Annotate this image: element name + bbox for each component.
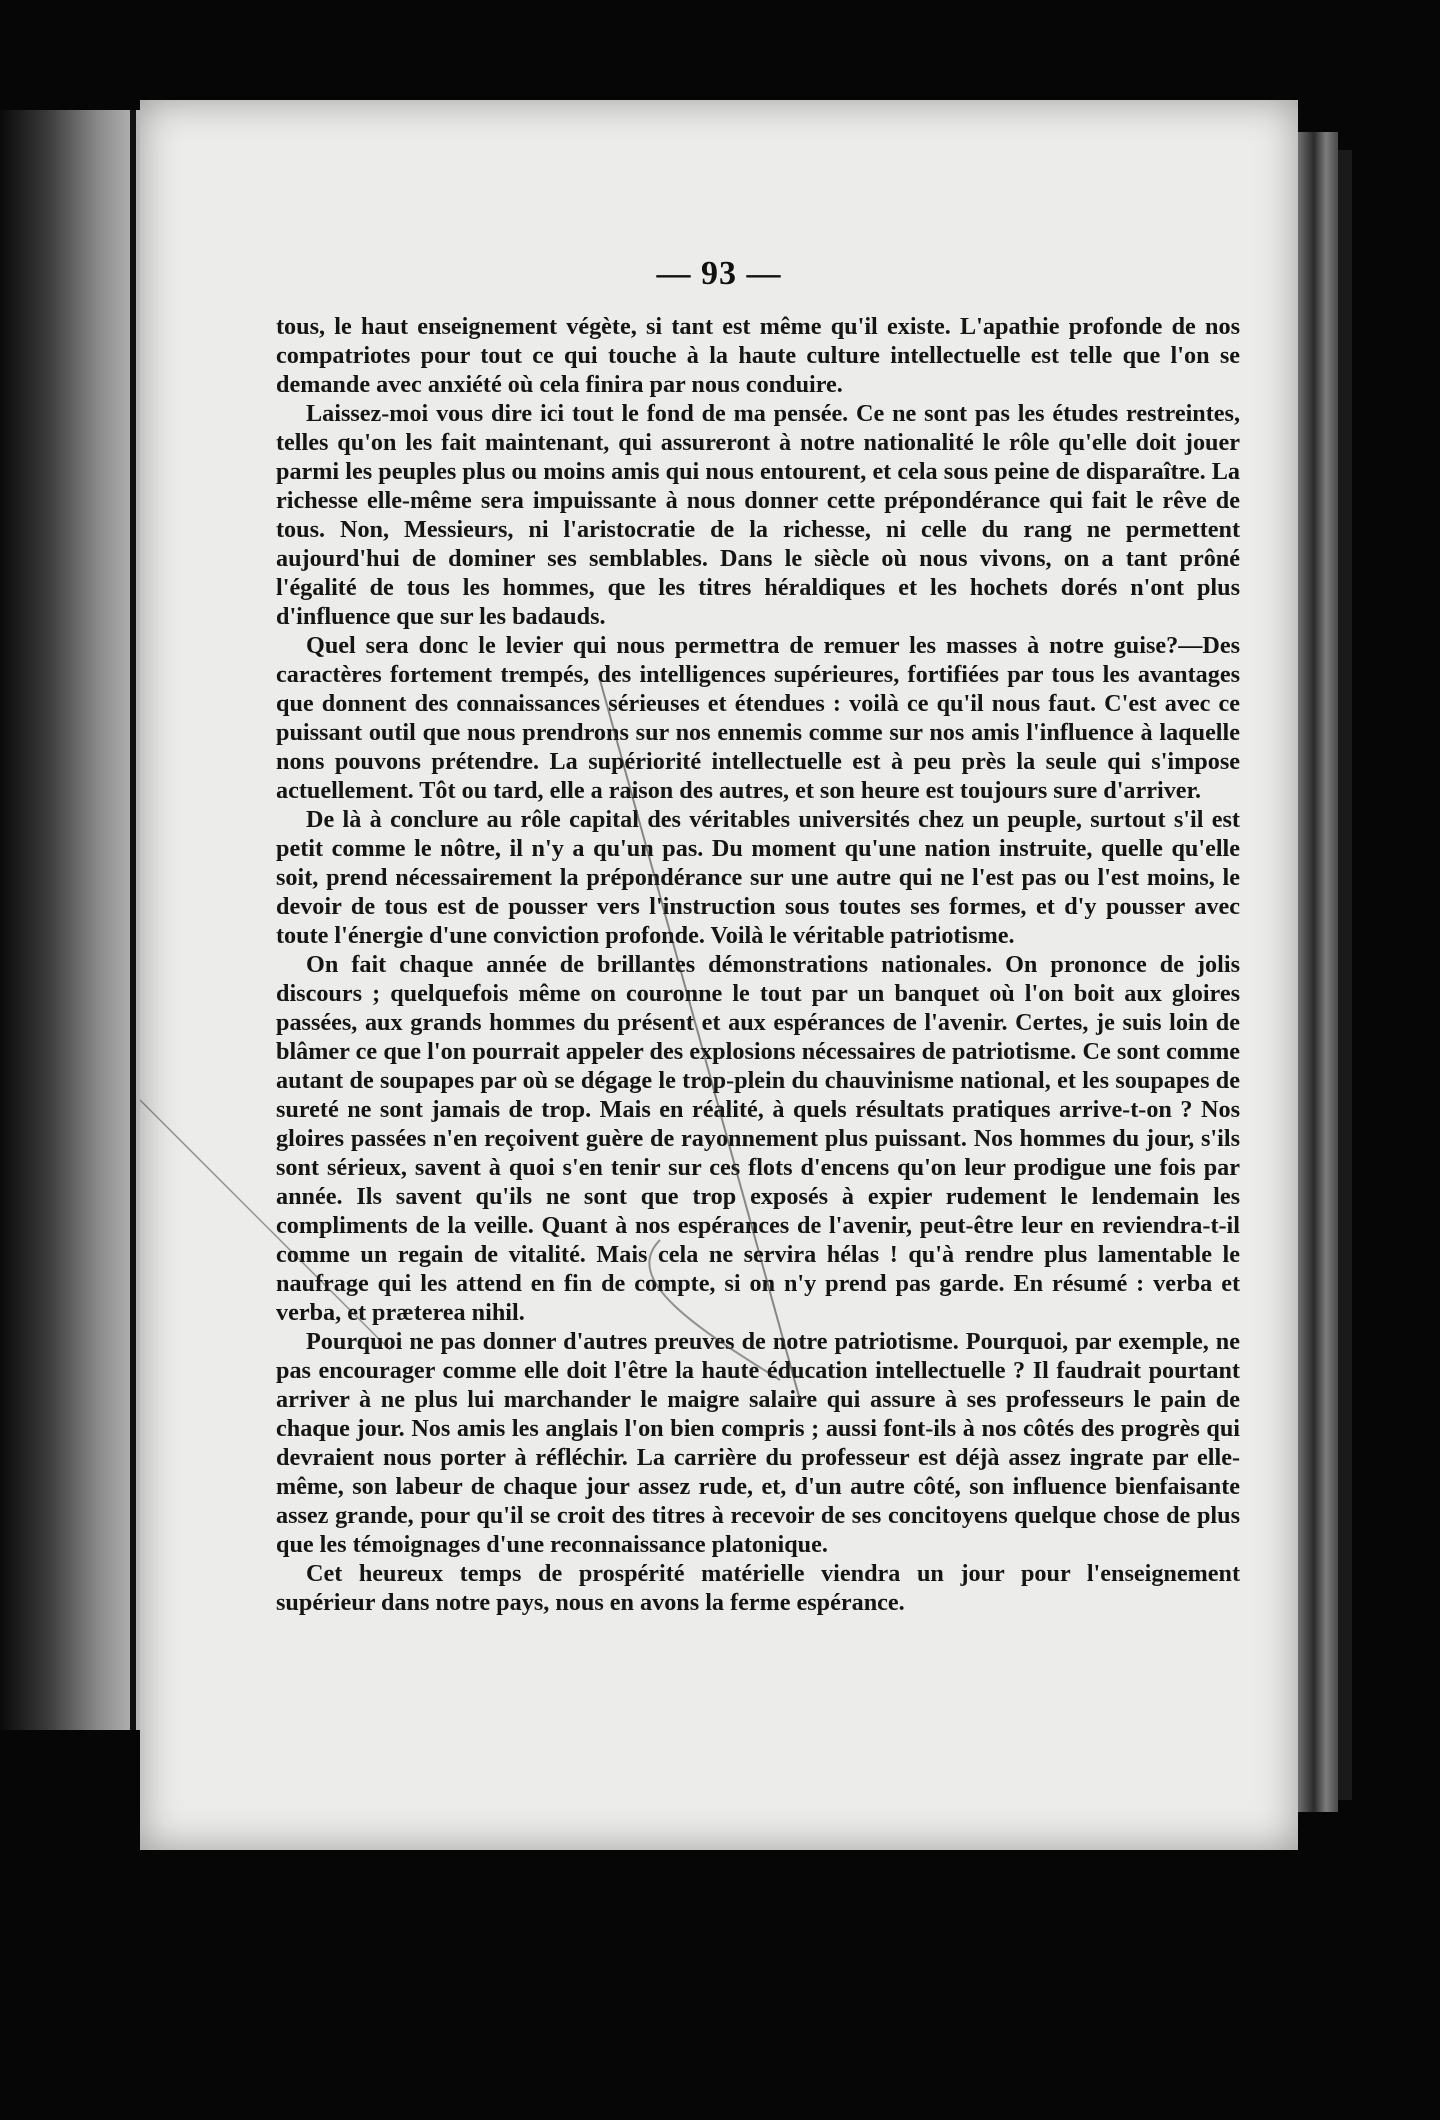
page-number: — 93 — — [656, 255, 782, 292]
paragraph: Laissez-moi vous dire ici tout le fond de ma pensée. Ce ne sont pas les études restreintes, telles qu'on les fait maintenant, qui assureront à notre nationalité le rôle qu'elle doit jouer parmi les peuples plus ou moins amis qui nous entourent, et cela sous peine de disparaître. La richesse elle-même sera impuissante à nous donner cette prépondérance qui fait le rêve de tous. Non, Messieurs, ni l'aristocratie de la richesse, ni celle du rang ne permettent aujourd'hui de dominer ses semblables. Dans le siècle où nous vivons, on a tant prôné l'égalité de tous les hommes, que les titres héraldiques et les hochets dorés n'ont plus d'influence que sur les badauds. — [276, 400, 1240, 630]
binding-shadow — [130, 110, 136, 1730]
book-page — [140, 100, 1298, 1850]
paragraph: tous, le haut enseignement végète, si tant est même qu'il existe. L'apathie profonde de nos compatriotes pour tout ce qui touche à la haute culture intellectuelle est telle que l'on se demande avec anxiété où cela finira par nous conduire. — [276, 313, 1240, 398]
paragraph: Cet heureux temps de prospérité matérielle viendra un jour pour l'enseignement supérieur dans notre pays, nous en avons la ferme espérance. — [276, 1560, 1240, 1616]
right-page-stack-edge — [1298, 132, 1338, 1812]
paragraph: Quel sera donc le levier qui nous permettra de remuer les masses à notre guise?—Des caractères fortement trempés, des intelligences supérieures, fortifiées par tous les avantages que donnent des connaissances sérieuses et étendues : voilà ce qu'il nous faut. C'est avec ce puissant outil que nous prendrons sur nos ennemis comme sur nos amis l'influence à laquelle nons pouvons prétendre. La supériorité intellectuelle est à peu près la seule qui s'impose actuellement. Tôt ou tard, elle a raison des autres, et son heure est toujours sure d'arriver. — [276, 632, 1240, 804]
paragraph: On fait chaque année de brillantes démonstrations nationales. On prononce de jolis discours ; quelquefois même on couronne le tout par un banquet où l'on boit aux gloires passées, aux grands hommes du présent et aux espérances de l'avenir. Certes, je suis loin de blâmer ce que l'on pourrait appeler des explosions nécessaires de patriotisme. Ce sont comme autant de soupapes par où se dégage le trop-plein du chauvinisme national, et les soupapes de sureté ne sont jamais de trop. Mais en réalité, à quels résultats pratiques arrive-t-on ? Nos gloires passées n'en reçoivent guère de rayonnement plus puissant. Nos hommes du jour, s'ils sont sérieux, savent à quoi s'en tenir sur ces flots d'encens qu'on leur prodigue une fois par année. Ils savent qu'ils ne sont que trop exposés à expier rudement le lendemain les compliments de la veille. Quant à nos espérances de l'avenir, peut-être leur en reviendra-t-il comme un regain de vitalité. Mais cela ne servira hélas ! qu'à rendre plus lamentable le naufrage qui les attend en fin de compte, si on n'y prend pas garde. En résumé : verba et verba, et præterea nihil. — [276, 951, 1240, 1326]
page-body-text — [276, 312, 1240, 1617]
paragraph: De là à conclure au rôle capital des véritables universités chez un peuple, surtout s'il est petit comme le nôtre, il n'y a qu'un pas. Du moment qu'une nation instruite, quelle qu'elle soit, prend nécessairement la prépondérance sur une autre qui ne l'est pas ou l'est moins, le devoir de tous est de pousser vers l'instruction sous toutes ses formes, et d'y pousser avec toute l'énergie d'une conviction profonde. Voilà le véritable patriotisme. — [276, 806, 1240, 949]
paragraph: Pourquoi ne pas donner d'autres preuves de notre patriotisme. Pourquoi, par exemple, ne pas encourager comme elle doit l'être la haute éducation intellectuelle ? Il faudrait pourtant arriver à ne plus lui marchander le maigre salaire qui assure à ses professeurs le pain de chaque jour. Nos amis les anglais l'on bien compris ; aussi font-ils à nos côtés des progrès qui devraient nous porter à réfléchir. La carrière du professeur est déjà assez ingrate par elle-même, son labeur de chaque jour assez rude, et, d'un autre côté, son influence bienfaisante assez grande, pour qu'il se croit des titres à recevoir de ses concitoyens quelque chose de plus que les témoignages d'une reconnaissance platonique. — [276, 1328, 1240, 1558]
right-page-stack-shadow — [1338, 150, 1352, 1800]
left-page-edge — [0, 110, 140, 1730]
